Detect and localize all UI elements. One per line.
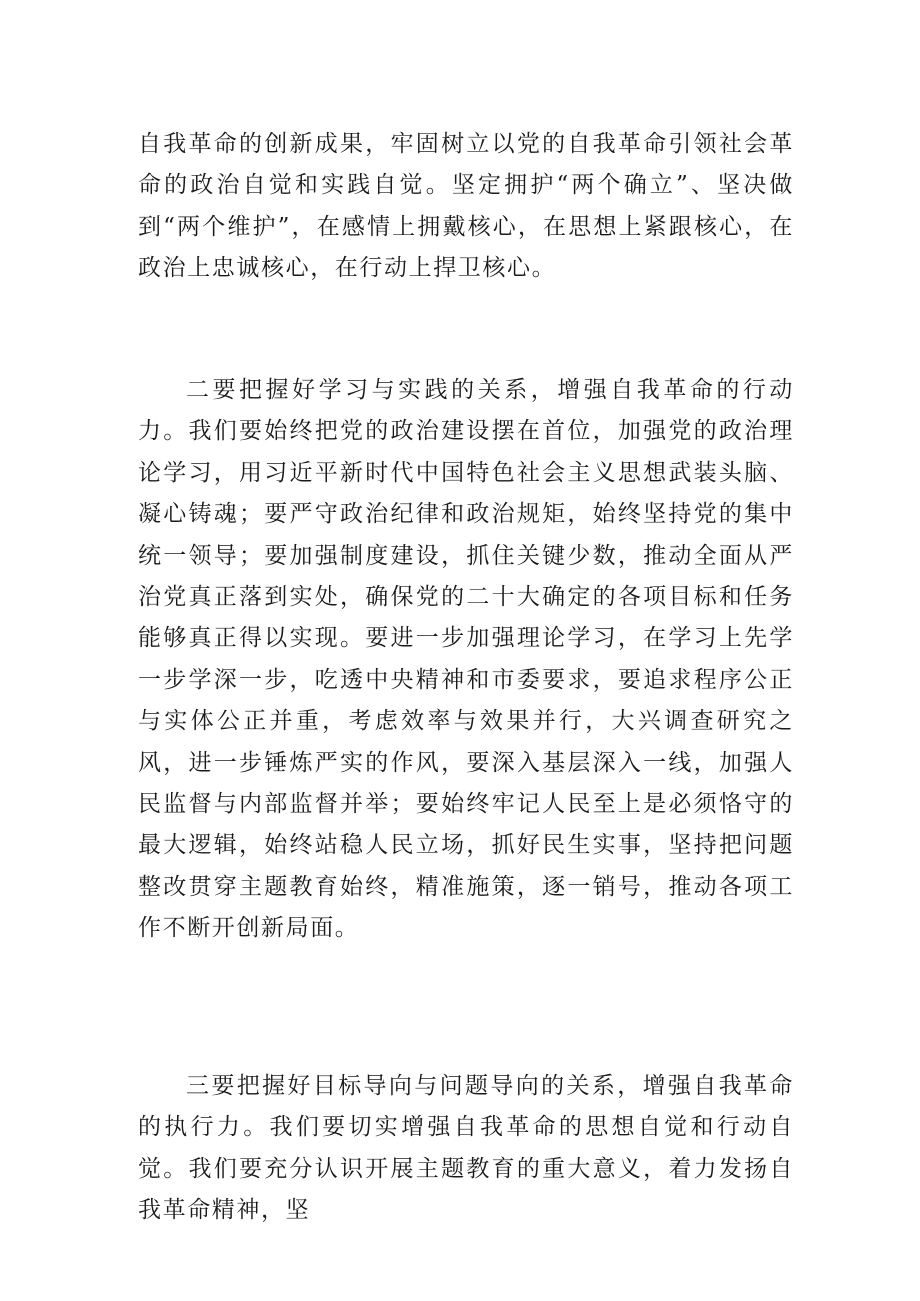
paragraph-point-two: 二要把握好学习与实践的关系，增强自我革命的行动力。我们要始终把党的政治建设摆在首位，加强党的政治理论学习，用习近平新时代中国特色社会主义思想武装头脑、凝心铸魂；要严守政治纪律和政治规矩，始终坚持党的集中统一领导；要加强制度建设，抓住关键少数，推动全面从严治党真正落到实处，确保党的二十大确定的各项目标和任务能够真正得以实现。要进一步加强理论学习，在学习上先学一步学深一步，吃透中央精神和市委要求，要追求程序公正与实体公正并重，考虑效率与效果并行，大兴调查研究之风，进一步锤炼严实的作风，要深入基层深入一线，加强人民监督与内部监督并举；要始终牢记人民至上是必须恪守的最大逻辑，始终站稳人民立场，抓好民生实事，坚持把问题整改贯穿主题教育始终，精准施策，逐一销号，推动各项工作不断开创新局面。	[138, 377, 794, 942]
paragraph-point-three: 三要把握好目标导向与问题导向的关系，增强自我革命的执行力。我们要切实增强自我革命的思想自觉和行动自觉。我们要充分认识开展主题教育的重大意义，着力发扬自我革命精神，坚	[138, 1073, 794, 1224]
paragraph-continuation: 自我革命的创新成果，牢固树立以党的自我革命引领社会革命的政治自觉和实践自觉。坚定拥护“两个确立”、坚决做到“两个维护”，在感情上拥戴核心，在思想上紧跟核心，在政治上忠诚核心，在行动上捍卫核心。	[138, 131, 794, 282]
